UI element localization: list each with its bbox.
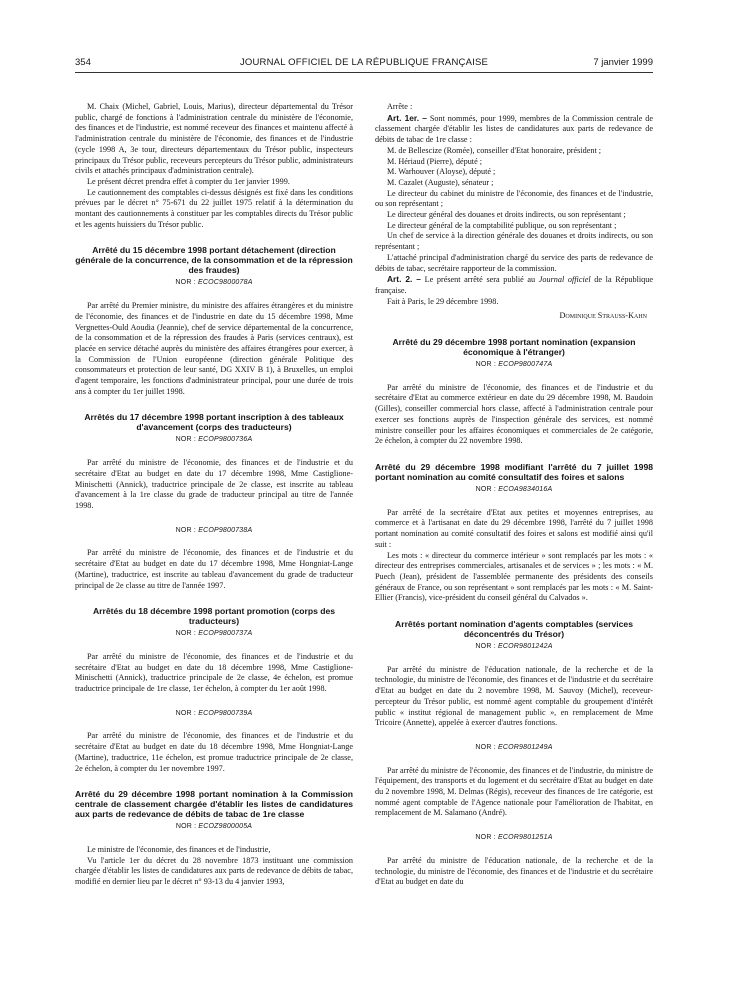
member-line: Le directeur général des douanes et droits indirects, ou son représentant ; — [387, 210, 626, 220]
section-paragraph: Par arrêté du ministre de l'économie, des finances et de l'industrie et du secrétaire d'Etat au budget en date du 18 décembre 1998, Mme Castiglione-Minischetti (Annick), traductrice principale de 2e classe, 4e échelon, est promue traductrice principale de 1re classe, 1er échelon, à compter du 1er août 1998. — [75, 651, 353, 694]
arrete-line: Arrête : — [387, 102, 413, 111]
nor-reference: NOR : ECOC9800078A — [175, 279, 253, 287]
header-rule — [75, 72, 653, 73]
section-paragraph: Par arrêté du ministre de l'économie, des finances et de l'industrie et du secrétaire d'Etat au budget en date du 17 décembre 1998, Mme Castiglione-Minischetti (Annick), traductrice principale de 2e classe, est inscrite au tableau d'avancement à la 1re classe du grade de traducteur principal au titre de l'année 1998. — [75, 458, 353, 510]
member-line: M. Hériaud (Pierre), député ; — [387, 156, 483, 166]
article-1: Art. 1er. – Sont nommés, pour 1999, membres de la Commission centrale de classement chargée d'établir les listes de candidatures aux parts de redevance de débits de tabac de 1re classe : — [375, 112, 654, 145]
intro-paragraph: Le cautionnement des comptables ci-dessus désignés est fixé dans les conditions prévues par le décret n° 75-671 du 22 juillet 1975 relatif à la détermination du montant des cautionnements à constituer par les comptables directs du Trésor public et les agents huissiers du Trésor public. — [75, 187, 353, 229]
nor-reference: NOR : ECOP9800747A — [475, 361, 553, 369]
section-title: Arrêté du 29 décembre 1998 portant nomination (expansion économique à l'étranger) — [392, 337, 636, 358]
section-paragraph: Par arrêté de la secrétaire d'Etat aux petites et moyennes entreprises, au commerce et à l'artisanat en date du 29 décembre 1998, l'arrêté du 7 juillet 1998 portant nomination au comité consultatif des foires et salons est modifié ainsi qu'il suit : — [375, 507, 653, 549]
intro-paragraph: Le présent décret prendra effet à compter du 1er janvier 1999. — [87, 176, 290, 186]
section-title: Arrêté du 29 décembre 1998 modifiant l'arrêté du 7 juillet 1998 portant nomination au comité consultatif des foires et salons — [375, 461, 653, 482]
nor-reference: NOR : ECOZ9800005A — [175, 823, 253, 831]
section-paragraph: Par arrêté du ministre de l'économie, des finances et de l'industrie et du secrétaire d'Etat au budget en date du 17 décembre 1998, Mme Hongniat-Lange (Martine), traductrice, est inscrite au tableau d'avancement du grade de traducteur principal de 2e classe au titre de l'année 1997. — [75, 548, 353, 590]
member-line: L'attaché principal d'administration chargé du service des parts de redevance de débits de tabac, secrétaire rapporteur de la commission. — [375, 252, 653, 273]
section-paragraph: Par arrêté du ministre de l'économie, des finances et de l'industrie et du secrétaire d'Etat au commerce extérieur en date du 29 décembre 1998, M. Baudoin (Gilles), conseiller commercial hors classe, affecté à l'administration centrale pour exercer ses fonctions auprès de l'inspection générale des services, est nommé ministre conseiller pour les affaires économiques et commerciales de 2e catégorie, 2e échelon, à compter du 22 novembre 1998. — [375, 382, 653, 446]
journal-title: JOURNAL OFFICIEL DE LA RÉPUBLIQUE FRANÇAISE — [239, 57, 489, 68]
member-line: Le directeur général de la comptabilité publique, ou son représentant ; — [387, 220, 617, 230]
section-paragraph: Par arrêté du ministre de l'éducation nationale, de la recherche et de la technologie, du ministre de l'économie, des finances et de l'industrie et du secrétaire d'Etat au budget en date du 2 novembre 1998, M. Sauvoy (Michel), receveur-percepteur du Trésor public, est nommé agent comptable du groupement d'intérêt public « institut régional de management public », en remplacement de Mme Tricoire (Annette), appelée à exercer d'autres fonctions. — [375, 664, 653, 728]
nor-reference: NOR : ECOR9801251A — [475, 834, 553, 842]
member-line: M. de Bellescize (Romée), conseiller d'Etat honoraire, président ; — [387, 145, 602, 155]
section-title: Arrêté du 15 décembre 1998 portant détachement (direction générale de la concurrence, de la consommation et de la répression des fraudes) — [75, 245, 353, 276]
right-column — [375, 102, 653, 888]
member-line: M. Cazalet (Auguste), sénateur ; — [387, 177, 494, 187]
nor-reference: NOR : ECOR9801242A — [475, 643, 553, 651]
section-paragraph: Par arrêté du Premier ministre, du ministre des affaires étrangères et du ministre de l'économie, des finances et de l'industrie en date du 15 décembre 1998, Mme Vergnettes-Ould Aoudia (Jeannie), chef de service départemental de la concurrence, de la consommation et de la répression des fraudes à Paris (services centraux), est placée en service détaché auprès du ministère des affaires étrangères pour exercer, à la Commission de l'Union européenne (direction générale Politique des consommateurs et protection de leur santé, DG XXIV B 1), à Bruxelles, un emploi d'agent temporaire, les fonctions d'administrateur principal, pour une durée de trois ans à compter du 1er juillet 1998. — [75, 301, 353, 396]
section-title: Arrêté du 29 décembre 1998 portant nomination à la Commission centrale de classement chargée d'établir les listes de candidatures aux parts de redevance de débits de tabac de 1re classe — [75, 789, 353, 820]
issue-date: 7 janvier 1999 — [593, 57, 653, 68]
nor-reference: NOR : ECOR9801249A — [475, 743, 553, 751]
signature: Dominique Strauss-Kahn — [559, 311, 647, 321]
nor-reference: NOR : ECOA9834016A — [475, 485, 553, 493]
left-column — [75, 102, 353, 888]
signing-place-date: Fait à Paris, le 29 décembre 1998. — [387, 296, 499, 306]
section-paragraph: Les mots : « directeur du commerce intérieur » sont remplacés par les mots : « directeur des entreprises commerciales, artisanales et de services » ; les mots : « M. Puech (Jean), président de l'assemblée permanente des présidents des conseils généraux de France, ou son représentant » sont remplacés par les mots : « M. Saint-Ellier (Francis), vice-président du conseil général du Calvados ». — [375, 550, 653, 603]
nor-reference: NOR : ECOP9800738A — [175, 526, 253, 534]
page-number: 354 — [75, 57, 91, 68]
member-line: M. Warhouver (Aloyse), député ; — [387, 167, 496, 177]
intro-paragraph: M. Chaix (Michel, Gabriel, Louis, Marius), directeur départemental du Trésor public, chargé de fonctions à l'administration centrale du ministère de l'économie, des finances et de l'industrie, est nommé receveur des finances et maintenu affecté à l'administration centrale du ministère de l'économie, des finances et de l'industrie (cycle 1998 A, 3e tour, directeurs départementaux du Trésor public, inspecteurs principaux du Trésor public, receveurs percepteurs du Trésor public, administrateurs civils et attachés principaux d'administration centrale). — [75, 102, 353, 176]
article-2: Art. 2. – Le présent arrêté sera publié au Journal officiel de la République française. — [375, 274, 653, 295]
nor-reference: NOR : ECOP9800739A — [175, 709, 253, 717]
member-line: Le directeur du cabinet du ministre de l'économie, des finances et de l'industrie, ou son représentant ; — [375, 188, 653, 209]
section-title: Arrêtés du 18 décembre 1998 portant promotion (corps des traducteurs) — [92, 606, 336, 627]
section-paragraph: Par arrêté du ministre de l'éducation nationale, de la recherche et de la technologie, du ministre de l'économie, des finances et de l'industrie et du secrétaire d'Etat au budget en date du — [375, 855, 653, 887]
section-paragraph: Le ministre de l'économie, des finances et de l'industrie, — [87, 844, 271, 854]
section-title: Arrêtés portant nomination d'agents comptables (services déconcentrés du Trésor) — [395, 619, 633, 640]
section-title: Arrêtés du 17 décembre 1998 portant inscription à des tableaux d'avancement (corps des traducteurs) — [84, 412, 344, 433]
page-header — [75, 57, 653, 71]
section-paragraph: Par arrêté du ministre de l'économie, des finances et de l'industrie et du secrétaire d'Etat au budget en date du 18 décembre 1998, Mme Hongniat-Lange (Martine), traductrice, 11e échelon, est promue traductrice principale de 2e classe, 2e échelon, à compter du 1er novembre 1997. — [75, 731, 353, 773]
member-line: Un chef de service à la direction générale des douanes et droits indirects, ou son représentant ; — [375, 231, 653, 252]
nor-reference: NOR : ECOP9800737A — [175, 630, 253, 638]
section-paragraph: Vu l'article 1er du décret du 28 novembre 1873 instituant une commission chargée d'établir les listes de candidatures aux parts de redevance de débits de tabac, modifié en dernier lieu par le décret n° 93-13 du 4 janvier 1993, — [75, 855, 353, 887]
nor-reference: NOR : ECOP9800736A — [175, 436, 253, 444]
section-paragraph: Par arrêté du ministre de l'économie, des finances et de l'industrie, du ministre de l'équipement, des transports et du logement et du secrétaire d'Etat au budget en date du 2 novembre 1998, M. Delmas (Régis), receveur des finances de 1re catégorie, est nommé agent comptable de l'Agence nationale pour l'amélioration de l'habitat, en remplacement de M. Salamano (André). — [375, 765, 653, 818]
